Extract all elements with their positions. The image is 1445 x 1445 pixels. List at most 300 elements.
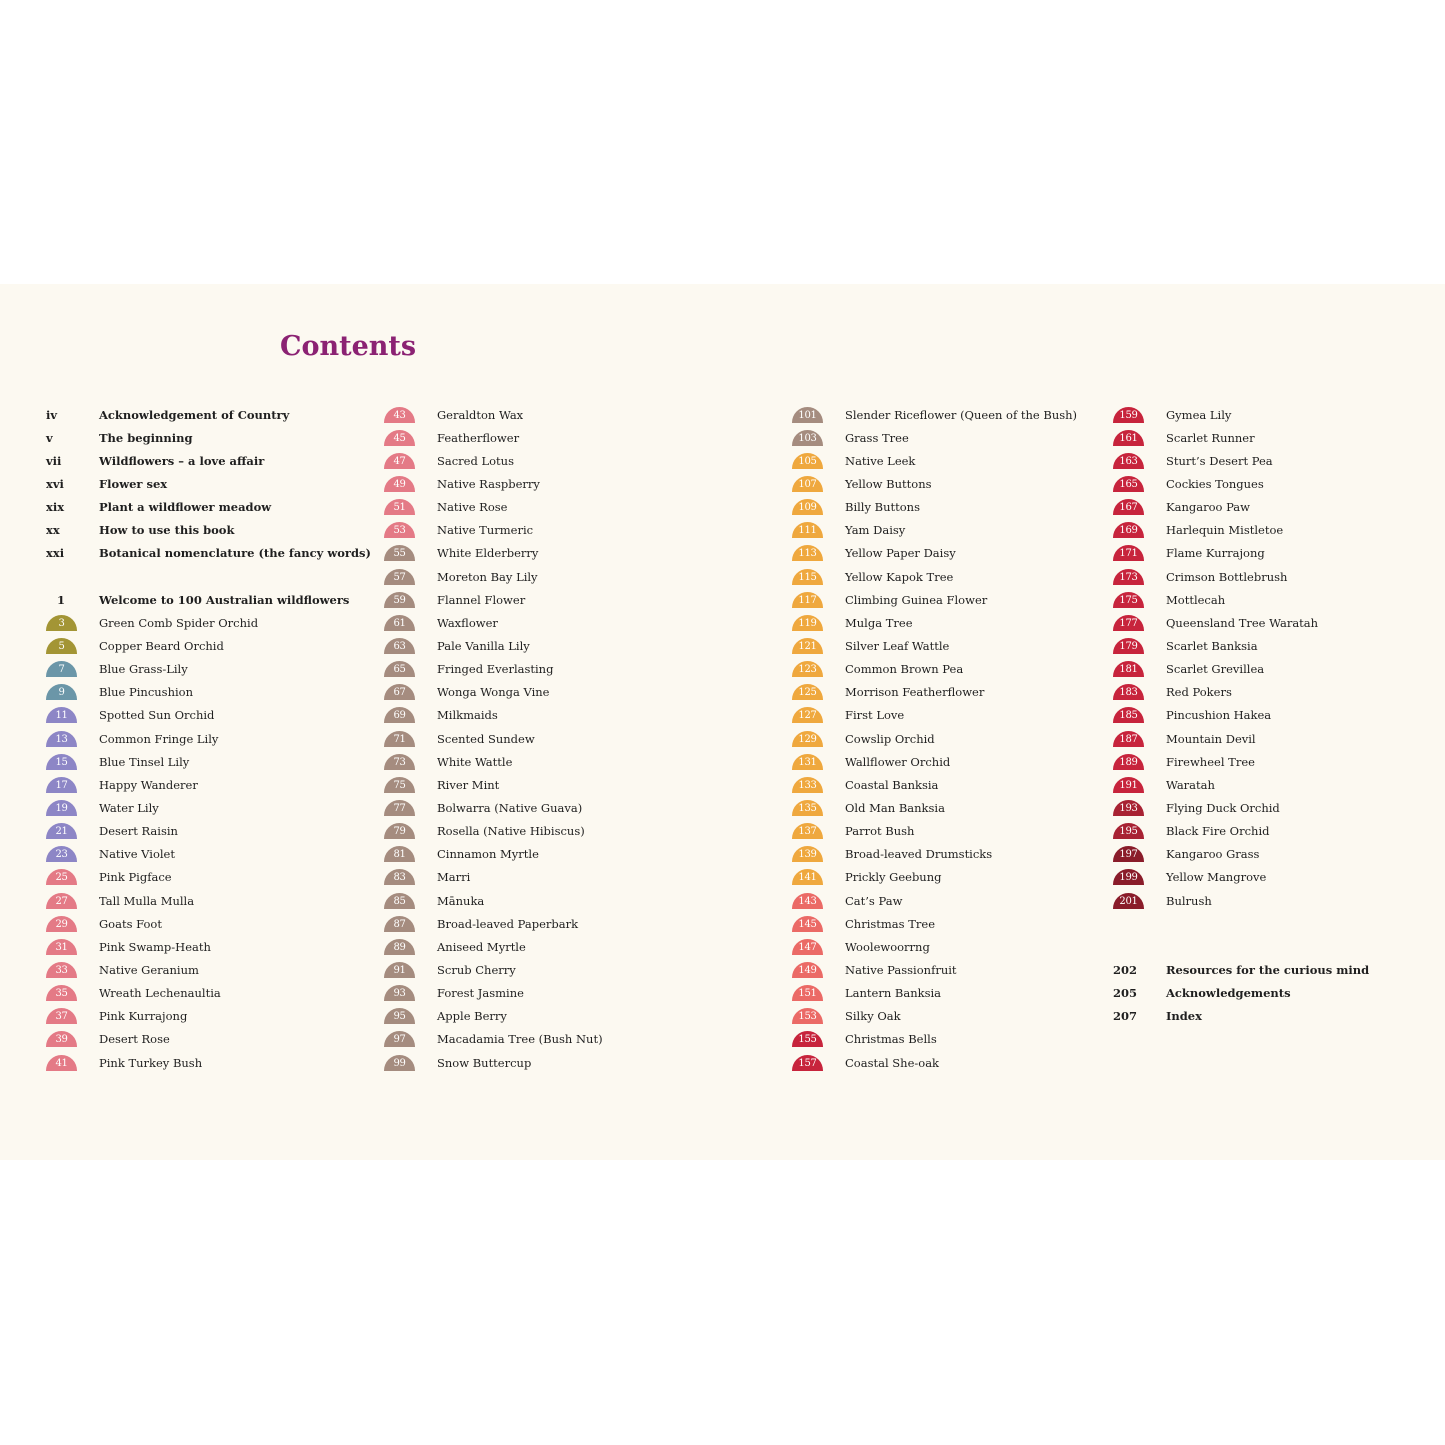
entry-title: First Love <box>845 708 905 723</box>
toc-entry[interactable] <box>46 704 371 727</box>
page-number-badge: 109 <box>792 499 823 515</box>
page-number-badge: 113 <box>792 545 823 561</box>
toc-entry[interactable] <box>1113 750 1369 773</box>
page-number: xvi <box>46 476 64 491</box>
page-number-badge: 61 <box>384 615 415 631</box>
page-number-badge: 55 <box>384 545 415 561</box>
page-number-badge: 165 <box>1113 476 1144 492</box>
contents-column-1 <box>46 403 371 1074</box>
entry-title: Morrison Featherflower <box>845 685 985 700</box>
entry-title: Flower sex <box>99 476 168 491</box>
page-number-badge: 171 <box>1113 545 1144 561</box>
toc-entry[interactable] <box>1113 449 1369 472</box>
toc-entry[interactable] <box>46 820 371 843</box>
page-number-badge: 57 <box>384 569 415 585</box>
toc-entry[interactable] <box>792 773 1077 796</box>
toc-entry[interactable] <box>384 750 603 773</box>
toc-entry[interactable] <box>384 982 603 1005</box>
entry-title: Happy Wanderer <box>99 777 198 792</box>
toc-entry[interactable] <box>792 982 1077 1005</box>
toc-entry[interactable] <box>46 496 371 519</box>
toc-entry[interactable] <box>46 1005 371 1028</box>
toc-entry[interactable] <box>46 773 371 796</box>
page-number-badge: 177 <box>1113 615 1144 631</box>
entry-title: Blue Grass-Lily <box>99 662 188 677</box>
entry-title: Snow Buttercup <box>437 1055 532 1070</box>
entry-title: Crimson Bottlebrush <box>1166 569 1288 584</box>
page-number-badge: 69 <box>384 707 415 723</box>
page-number-badge: 179 <box>1113 638 1144 654</box>
toc-entry[interactable] <box>792 634 1077 657</box>
page-number-badge: 83 <box>384 869 415 885</box>
toc-entry[interactable] <box>1113 982 1369 1005</box>
toc-entry[interactable] <box>384 449 603 472</box>
contents-column-3 <box>792 403 1077 1074</box>
entry-title: Cat’s Paw <box>845 893 903 908</box>
page-number-badge: 95 <box>384 1008 415 1024</box>
toc-entry[interactable] <box>46 611 371 634</box>
page-number-badge: 31 <box>46 939 77 955</box>
entry-title: Wallflower Orchid <box>845 754 951 769</box>
toc-entry[interactable] <box>1113 611 1369 634</box>
page-number-badge: 19 <box>46 800 77 816</box>
toc-entry[interactable] <box>1113 843 1369 866</box>
entry-title: Grass Tree <box>845 430 909 445</box>
toc-entry[interactable] <box>1113 889 1369 912</box>
page-number-badge: 13 <box>46 731 77 747</box>
entry-title: Native Raspberry <box>437 476 540 491</box>
entry-title: Water Lily <box>99 800 159 815</box>
page-number-badge: 79 <box>384 823 415 839</box>
toc-entry[interactable] <box>1113 658 1369 681</box>
page-number-badge: 173 <box>1113 569 1144 585</box>
toc-entry[interactable] <box>792 681 1077 704</box>
page-number: 205 <box>1113 986 1138 1001</box>
toc-entry[interactable] <box>46 866 371 889</box>
page-number-badge: 77 <box>384 800 415 816</box>
toc-entry[interactable] <box>384 820 603 843</box>
toc-entry[interactable] <box>792 912 1077 935</box>
toc-entry[interactable] <box>384 542 603 565</box>
toc-entry[interactable] <box>792 958 1077 981</box>
toc-entry[interactable] <box>384 426 603 449</box>
entry-title: Christmas Bells <box>845 1032 937 1047</box>
entry-title: Mountain Devil <box>1166 731 1256 746</box>
entry-title: Apple Berry <box>437 1009 507 1024</box>
entry-title: Woolewoorrng <box>845 939 930 954</box>
entry-title: Desert Raisin <box>99 824 178 839</box>
page-number-badge: 99 <box>384 1055 415 1071</box>
entry-title: Native Leek <box>845 453 916 468</box>
entry-title: Yellow Paper Daisy <box>845 546 956 561</box>
entry-title: Forest Jasmine <box>437 986 524 1001</box>
entry-title: Gymea Lily <box>1166 407 1232 422</box>
toc-entry[interactable] <box>46 426 371 449</box>
toc-entry[interactable] <box>1113 403 1369 426</box>
page-number-badge: 157 <box>792 1055 823 1071</box>
page-number-badge: 41 <box>46 1055 77 1071</box>
entry-title: Flying Duck Orchid <box>1166 800 1280 815</box>
toc-entry[interactable] <box>792 496 1077 519</box>
entry-title: Kangaroo Grass <box>1166 847 1260 862</box>
entry-title: Desert Rose <box>99 1032 170 1047</box>
entry-title: Scarlet Runner <box>1166 430 1255 445</box>
page-number-badge: 59 <box>384 592 415 608</box>
page-number-badge: 65 <box>384 661 415 677</box>
page-number-badge: 91 <box>384 962 415 978</box>
toc-entry[interactable] <box>46 843 371 866</box>
entry-title: Native Rose <box>437 500 508 515</box>
page-number-badge: 21 <box>46 823 77 839</box>
entry-title: Prickly Geebung <box>845 870 942 885</box>
toc-entry[interactable] <box>384 588 603 611</box>
toc-entry[interactable] <box>46 403 371 426</box>
toc-entry[interactable] <box>1113 634 1369 657</box>
page-number-badge: 9 <box>46 684 77 700</box>
toc-entry[interactable] <box>46 449 371 472</box>
toc-entry[interactable] <box>384 403 603 426</box>
page-number-badge: 11 <box>46 707 77 723</box>
toc-entry[interactable] <box>792 704 1077 727</box>
entry-title: Blue Tinsel Lily <box>99 754 190 769</box>
page-number-badge: 7 <box>46 661 77 677</box>
toc-entry[interactable] <box>384 704 603 727</box>
toc-entry[interactable] <box>384 773 603 796</box>
entry-title: Native Turmeric <box>437 523 534 538</box>
entry-title: Botanical nomenclature (the fancy words) <box>99 546 371 561</box>
contents-column-4 <box>1113 403 1369 1028</box>
entry-title: Native Geranium <box>99 962 199 977</box>
entry-title: Milkmaids <box>437 708 498 723</box>
entry-title: Scarlet Grevillea <box>1166 662 1265 677</box>
entry-title: Plant a wildflower meadow <box>99 500 272 515</box>
toc-entry[interactable] <box>1113 704 1369 727</box>
entry-title: Coastal Banksia <box>845 777 939 792</box>
entry-title: Black Fire Orchid <box>1166 824 1270 839</box>
toc-entry[interactable] <box>46 727 371 750</box>
toc-entry[interactable] <box>384 1028 603 1051</box>
entry-title: Billy Buttons <box>845 500 920 515</box>
toc-entry[interactable] <box>1113 426 1369 449</box>
toc-entry[interactable] <box>792 889 1077 912</box>
toc-entry[interactable] <box>1113 727 1369 750</box>
entry-title: Pink Turkey Bush <box>99 1055 203 1070</box>
toc-entry[interactable] <box>792 843 1077 866</box>
page-number-badge: 23 <box>46 846 77 862</box>
page-number-badge: 49 <box>384 476 415 492</box>
toc-entry[interactable] <box>1113 542 1369 565</box>
page-number: xxi <box>46 546 65 561</box>
page-number-badge: 199 <box>1113 869 1144 885</box>
page-number-badge: 43 <box>384 407 415 423</box>
toc-entry[interactable] <box>384 658 603 681</box>
toc-entry[interactable] <box>792 796 1077 819</box>
page-number-badge: 193 <box>1113 800 1144 816</box>
entry-title: Pale Vanilla Lily <box>437 638 530 653</box>
entry-title: Silky Oak <box>845 1009 901 1024</box>
entry-title: Acknowledgement of Country <box>99 407 290 422</box>
page-number-badge: 161 <box>1113 430 1144 446</box>
entry-title: Scented Sundew <box>437 731 535 746</box>
page-number-badge: 189 <box>1113 754 1144 770</box>
page-number-badge: 181 <box>1113 661 1144 677</box>
toc-entry[interactable] <box>792 750 1077 773</box>
toc-entry[interactable] <box>384 519 603 542</box>
page-number-badge: 121 <box>792 638 823 654</box>
toc-entry[interactable] <box>792 727 1077 750</box>
page-number-badge: 183 <box>1113 684 1144 700</box>
toc-entry[interactable] <box>792 935 1077 958</box>
entry-title: Kangaroo Paw <box>1166 500 1250 515</box>
toc-entry[interactable] <box>384 565 603 588</box>
entry-title: Cowslip Orchid <box>845 731 935 746</box>
toc-entry[interactable] <box>384 796 603 819</box>
section-gap <box>46 565 371 588</box>
page-number-badge: 191 <box>1113 777 1144 793</box>
page-number-badge: 111 <box>792 522 823 538</box>
toc-entry[interactable] <box>384 935 603 958</box>
entry-title: Broad-leaved Drumsticks <box>845 847 993 862</box>
page-number-badge: 187 <box>1113 731 1144 747</box>
entry-title: Waxflower <box>437 615 498 630</box>
entry-title: Broad-leaved Paperbark <box>437 916 579 931</box>
entry-title: How to use this book <box>99 523 235 538</box>
toc-entry[interactable] <box>46 681 371 704</box>
entry-title: Scrub Cherry <box>437 962 516 977</box>
entry-title: White Wattle <box>437 754 513 769</box>
toc-entry[interactable] <box>1113 958 1369 981</box>
entry-title: Queensland Tree Waratah <box>1166 615 1319 630</box>
entry-title: Firewheel Tree <box>1166 754 1255 769</box>
page-number-badge: 105 <box>792 453 823 469</box>
page-number-badge: 39 <box>46 1031 77 1047</box>
page-number-badge: 137 <box>792 823 823 839</box>
toc-entry[interactable] <box>384 958 603 981</box>
entry-title: Cockies Tongues <box>1166 476 1264 491</box>
entry-title: Blue Pincushion <box>99 685 193 700</box>
toc-entry[interactable] <box>1113 681 1369 704</box>
page-number-badge: 149 <box>792 962 823 978</box>
entry-title: Coastal She-oak <box>845 1055 940 1070</box>
entry-title: Rosella (Native Hibiscus) <box>437 824 585 839</box>
entry-title: Common Fringe Lily <box>99 731 219 746</box>
entry-title: Yellow Buttons <box>845 476 932 491</box>
toc-entry[interactable] <box>46 889 371 912</box>
entry-title: Green Comb Spider Orchid <box>99 615 259 630</box>
entry-title: Climbing Guinea Flower <box>845 592 988 607</box>
entry-title: Slender Riceflower (Queen of the Bush) <box>845 407 1078 422</box>
page-number: xix <box>46 500 65 515</box>
page-number-badge: 29 <box>46 916 77 932</box>
entry-title: The beginning <box>99 430 193 445</box>
page-number-badge: 133 <box>792 777 823 793</box>
page-number-badge: 195 <box>1113 823 1144 839</box>
toc-entry[interactable] <box>1113 796 1369 819</box>
section-gap <box>1113 912 1369 935</box>
page-number-badge: 85 <box>384 893 415 909</box>
page-number-badge: 35 <box>46 985 77 1001</box>
contents-page <box>0 284 1445 1160</box>
toc-entry[interactable] <box>46 519 371 542</box>
toc-entry[interactable] <box>792 658 1077 681</box>
page-number-badge: 67 <box>384 684 415 700</box>
page-number-badge: 151 <box>792 985 823 1001</box>
page-number-badge: 97 <box>384 1031 415 1047</box>
entry-title: Yam Daisy <box>845 523 906 538</box>
entry-title: Marri <box>437 870 471 885</box>
toc-entry[interactable] <box>384 611 603 634</box>
toc-entry[interactable] <box>1113 565 1369 588</box>
page-number-badge: 115 <box>792 569 823 585</box>
entry-title: Wreath Lechenaultia <box>99 986 221 1001</box>
toc-entry[interactable] <box>1113 472 1369 495</box>
entry-title: Waratah <box>1166 777 1215 792</box>
toc-entry[interactable] <box>792 565 1077 588</box>
toc-entry[interactable] <box>792 866 1077 889</box>
entry-title: Wildflowers – a love affair <box>99 453 265 468</box>
toc-entry[interactable] <box>792 1005 1077 1028</box>
toc-entry[interactable] <box>384 866 603 889</box>
entry-title: Red Pokers <box>1166 685 1232 700</box>
entry-title: Geraldton Wax <box>437 407 524 422</box>
section-gap <box>1113 935 1369 958</box>
entry-title: Bolwarra (Native Guava) <box>437 800 583 815</box>
page-number-badge: 75 <box>384 777 415 793</box>
toc-entry[interactable] <box>384 912 603 935</box>
page-number-badge: 163 <box>1113 453 1144 469</box>
page-number: xx <box>46 523 60 538</box>
page-number-badge: 25 <box>46 869 77 885</box>
toc-entry[interactable] <box>46 982 371 1005</box>
page-number-badge: 53 <box>384 522 415 538</box>
toc-entry[interactable] <box>46 750 371 773</box>
toc-entry[interactable] <box>46 958 371 981</box>
entry-title: Mānuka <box>437 893 485 908</box>
toc-entry[interactable] <box>1113 588 1369 611</box>
toc-entry[interactable] <box>792 426 1077 449</box>
toc-entry[interactable] <box>384 496 603 519</box>
entry-title: Lantern Banksia <box>845 986 942 1001</box>
page-number-badge: 47 <box>384 453 415 469</box>
page-number-badge: 51 <box>384 499 415 515</box>
entry-title: Bulrush <box>1166 893 1212 908</box>
toc-entry[interactable] <box>384 727 603 750</box>
page-number-badge: 139 <box>792 846 823 862</box>
toc-entry[interactable] <box>46 1028 371 1051</box>
page-number-badge: 141 <box>792 869 823 885</box>
entry-title: River Mint <box>437 777 500 792</box>
toc-entry[interactable] <box>46 1051 371 1074</box>
toc-entry[interactable] <box>384 634 603 657</box>
page-number-badge: 5 <box>46 638 77 654</box>
page-number-badge: 89 <box>384 939 415 955</box>
entry-title: Pink Kurrajong <box>99 1009 188 1024</box>
toc-entry[interactable] <box>792 820 1077 843</box>
toc-entry[interactable] <box>46 912 371 935</box>
entry-title: Flannel Flower <box>437 592 526 607</box>
toc-entry[interactable] <box>792 519 1077 542</box>
toc-entry[interactable] <box>792 472 1077 495</box>
page-number-badge: 45 <box>384 430 415 446</box>
toc-entry[interactable] <box>46 542 371 565</box>
page-number-badge: 147 <box>792 939 823 955</box>
page-number-badge: 63 <box>384 638 415 654</box>
page-number-badge: 135 <box>792 800 823 816</box>
page-number: 1 <box>56 592 65 607</box>
toc-entry[interactable] <box>46 796 371 819</box>
toc-entry[interactable] <box>1113 866 1369 889</box>
entry-title: Macadamia Tree (Bush Nut) <box>437 1032 603 1047</box>
entry-title: Yellow Kapok Tree <box>845 569 954 584</box>
page-number-badge: 81 <box>384 846 415 862</box>
page-number-badge: 123 <box>792 661 823 677</box>
page-number-badge: 145 <box>792 916 823 932</box>
toc-entry[interactable] <box>46 634 371 657</box>
toc-entry[interactable] <box>1113 820 1369 843</box>
toc-entry[interactable] <box>1113 773 1369 796</box>
entry-title: Moreton Bay Lily <box>437 569 538 584</box>
toc-entry[interactable] <box>384 681 603 704</box>
entry-title: Flame Kurrajong <box>1166 546 1265 561</box>
entry-title: Goats Foot <box>99 916 162 931</box>
toc-entry[interactable] <box>384 472 603 495</box>
page-number-badge: 131 <box>792 754 823 770</box>
entry-title: Acknowledgements <box>1166 986 1291 1001</box>
page-number-badge: 103 <box>792 430 823 446</box>
toc-entry[interactable] <box>792 1051 1077 1074</box>
toc-entry[interactable] <box>792 611 1077 634</box>
entry-title: Aniseed Myrtle <box>437 939 526 954</box>
entry-title: Harlequin Mistletoe <box>1166 523 1284 538</box>
toc-entry[interactable] <box>1113 496 1369 519</box>
toc-entry[interactable] <box>384 1005 603 1028</box>
toc-entry[interactable] <box>46 472 371 495</box>
entry-title: Mottlecah <box>1166 592 1226 607</box>
entry-title: Pink Pigface <box>99 870 172 885</box>
entry-title: Fringed Everlasting <box>437 662 554 677</box>
toc-entry[interactable] <box>792 403 1077 426</box>
toc-entry[interactable] <box>384 843 603 866</box>
page-number-badge: 15 <box>46 754 77 770</box>
toc-entry[interactable] <box>1113 519 1369 542</box>
toc-entry[interactable] <box>792 449 1077 472</box>
entry-title: Old Man Banksia <box>845 800 945 815</box>
page-number-badge: 185 <box>1113 707 1144 723</box>
entry-title: Silver Leaf Wattle <box>845 638 950 653</box>
toc-entry[interactable] <box>792 588 1077 611</box>
toc-entry[interactable] <box>384 1051 603 1074</box>
entry-title: Scarlet Banksia <box>1166 638 1258 653</box>
entry-title: Index <box>1166 1009 1202 1024</box>
entry-title: Pink Swamp-Heath <box>99 939 211 954</box>
entry-title: Yellow Mangrove <box>1166 870 1267 885</box>
toc-entry[interactable] <box>792 1028 1077 1051</box>
contents-column-2 <box>384 403 603 1074</box>
toc-entry[interactable] <box>1113 1005 1369 1028</box>
page-number-badge: 3 <box>46 615 77 631</box>
page-number-badge: 129 <box>792 731 823 747</box>
toc-entry[interactable] <box>792 542 1077 565</box>
entry-title: Wonga Wonga Vine <box>437 685 550 700</box>
toc-entry[interactable] <box>46 588 371 611</box>
page-number-badge: 93 <box>384 985 415 1001</box>
entry-title: Christmas Tree <box>845 916 936 931</box>
toc-entry[interactable] <box>46 935 371 958</box>
page-number-badge: 197 <box>1113 846 1144 862</box>
page-number: 207 <box>1113 1009 1138 1024</box>
toc-entry[interactable] <box>46 658 371 681</box>
toc-entry[interactable] <box>384 889 603 912</box>
